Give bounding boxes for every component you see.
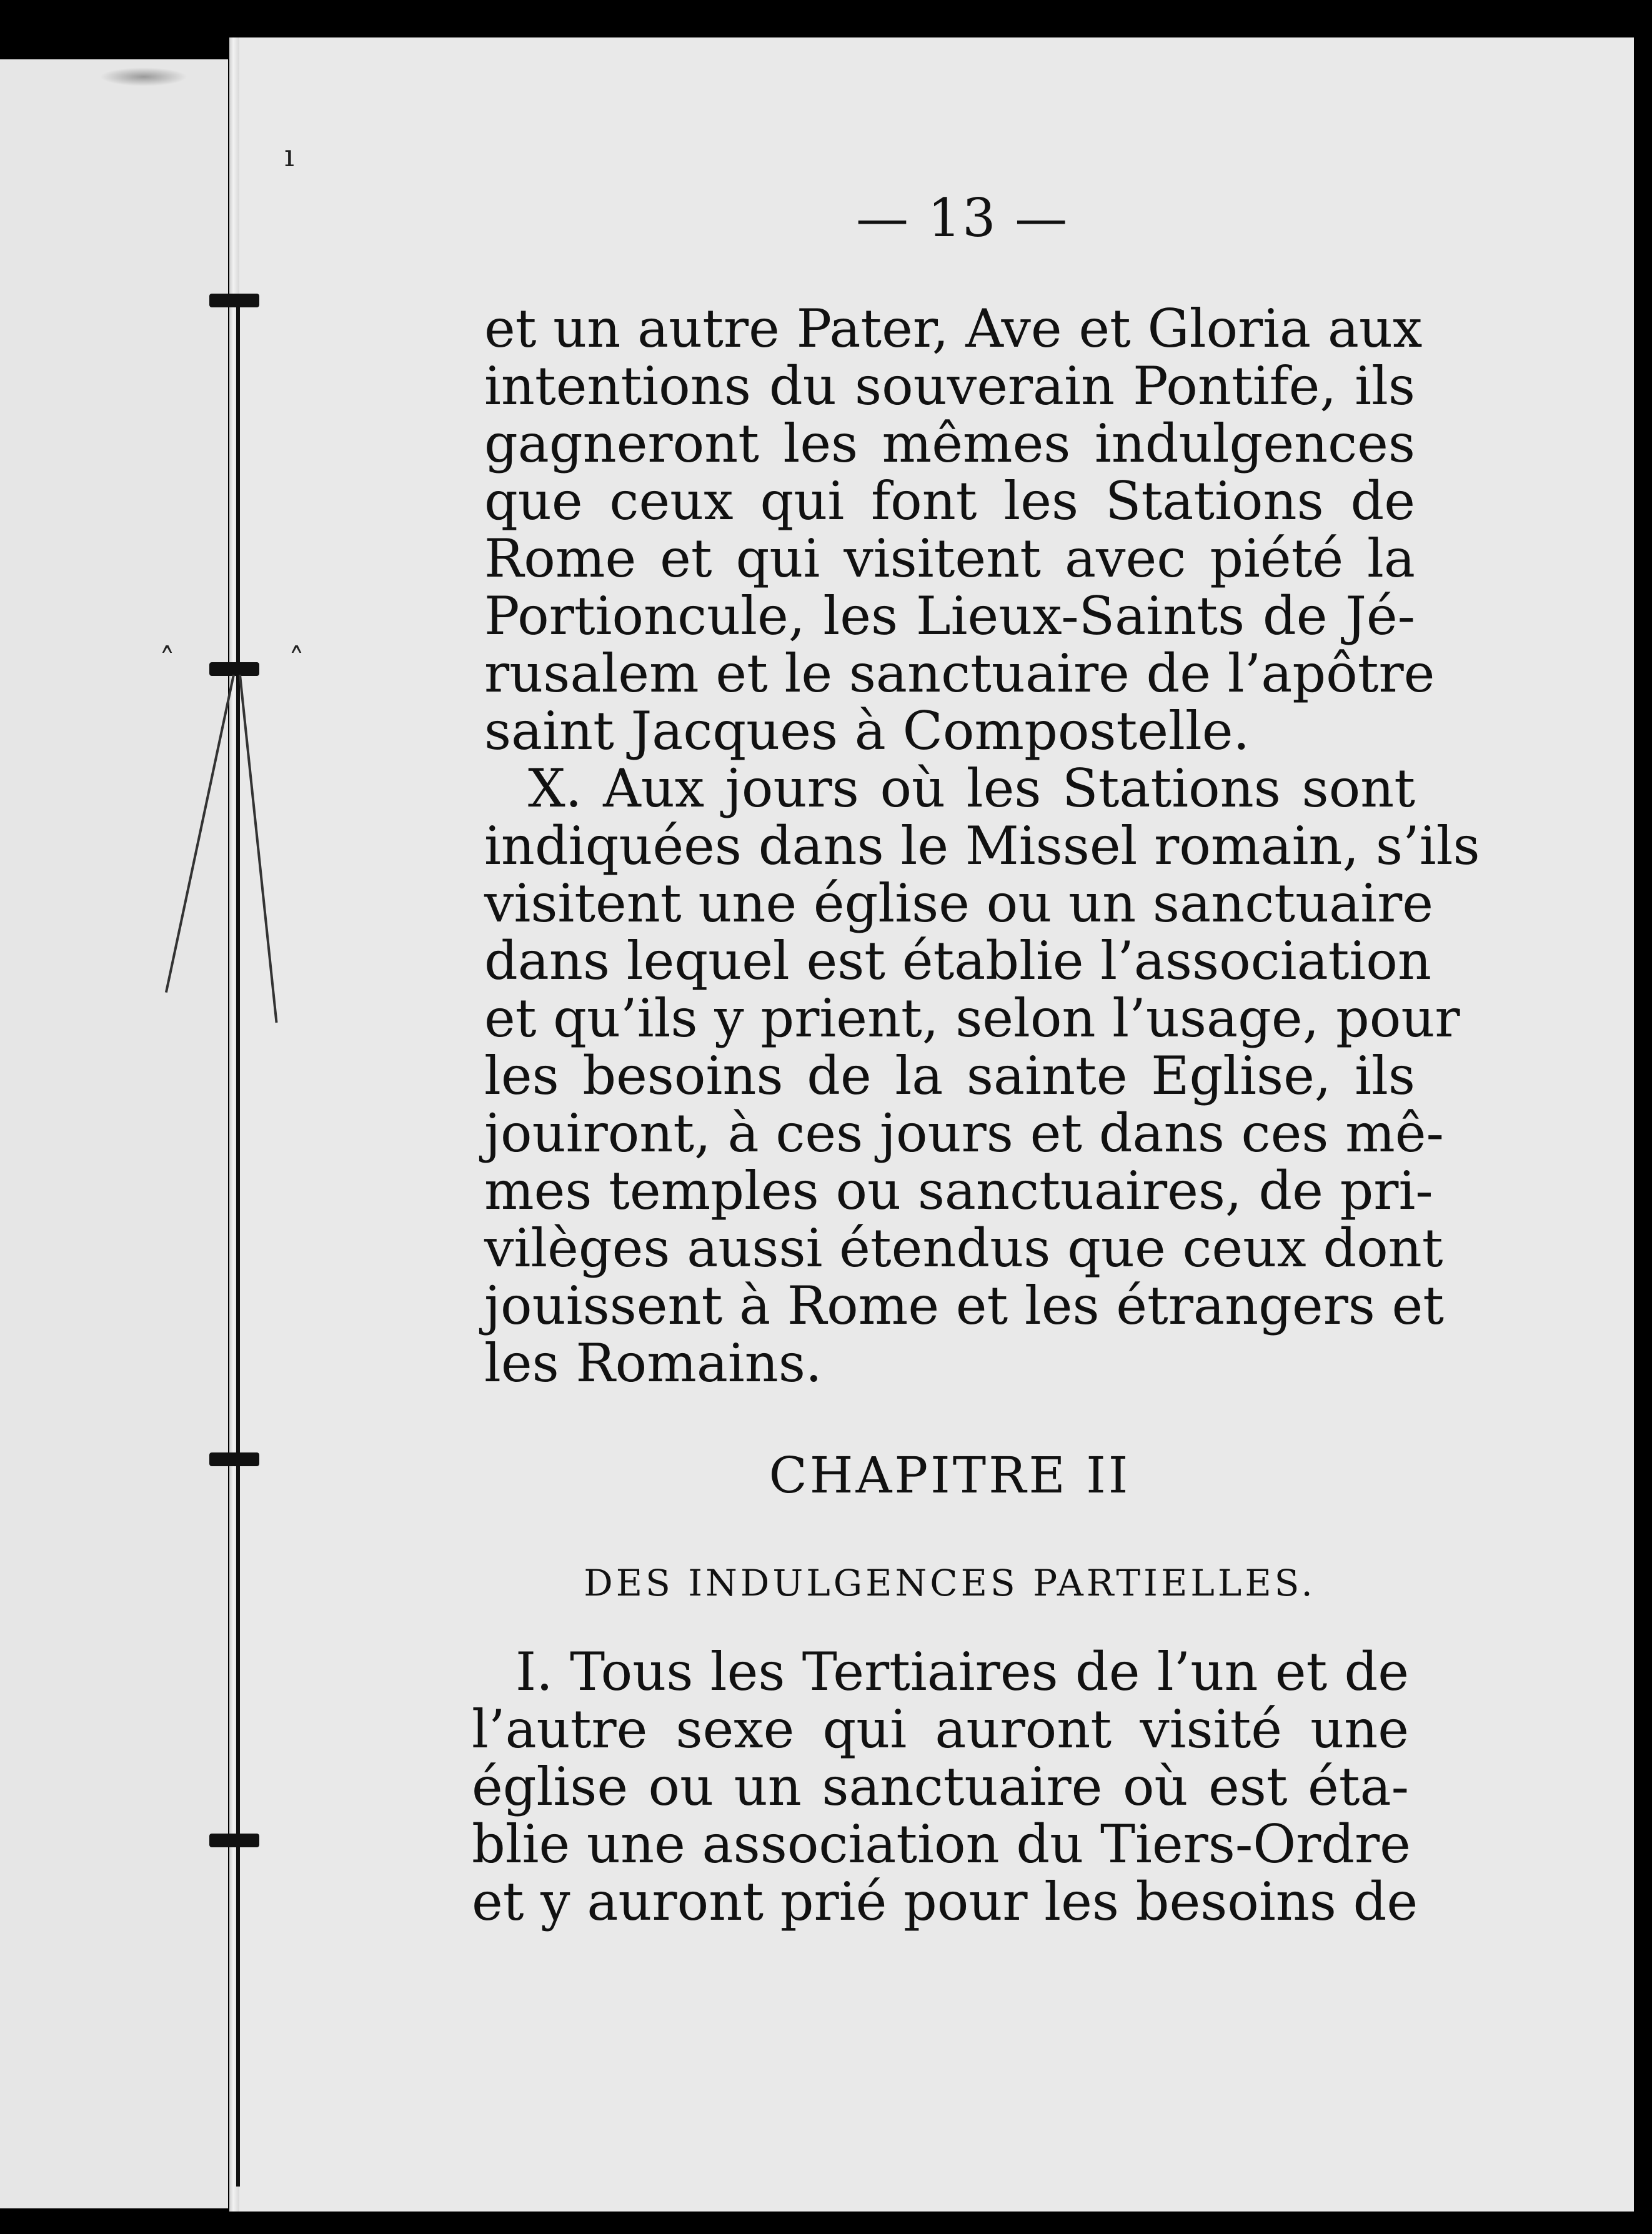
text-line: jouiront, à ces jours et dans ces mê- — [484, 1103, 1444, 1164]
text-line: rusalem et le sanctuaire de l’apôtre — [484, 643, 1435, 704]
text-line: et un autre Pater, Ave et Gloria aux — [484, 298, 1423, 359]
chapter-title: CHAPITRE II — [769, 1446, 1131, 1504]
smudge — [100, 67, 187, 86]
text-line: les Romains. — [484, 1333, 822, 1394]
text-line: vilèges aussi étendus que ceux dont — [484, 1218, 1443, 1279]
text-line: visitent une église ou un sanctuaire — [484, 873, 1433, 934]
body-text — [484, 298, 1480, 1394]
text-line: et qu’ils y prient, selon l’usage, pour — [484, 988, 1460, 1049]
section-title: DES INDULGENCES PARTIELLES. — [584, 1562, 1316, 1604]
text-line: dans lequel est établie l’association — [484, 930, 1431, 991]
text-line: Portioncule, les Lieux-Saints de Jé- — [484, 585, 1415, 647]
text-line: saint Jacques à Compostelle. — [484, 700, 1250, 762]
text-line: l’autre sexe qui auront visité une — [472, 1699, 1409, 1760]
section-text — [472, 1641, 1418, 1932]
text-line: les besoins de la sainte Eglise, ils — [484, 1045, 1415, 1106]
text-line: intentions du souverain Pontife, ils — [484, 355, 1415, 417]
previous-page-edge — [0, 59, 228, 2208]
margin-mark: ı — [284, 137, 294, 174]
text-line: I. Tous les Tertiaires de l’un et de — [515, 1641, 1409, 1702]
margin-mark: ˰ — [159, 615, 175, 652]
text-line: que ceux qui font les Stations de — [484, 470, 1415, 532]
binding-stitch — [209, 1834, 259, 1847]
text-line: église ou un sanctuaire où est éta- — [472, 1756, 1409, 1817]
text-line: jouissent à Rome et les étrangers et — [484, 1275, 1444, 1336]
binding-stitch — [209, 662, 259, 676]
binding-stitch — [209, 1452, 259, 1466]
page-number: — 13 — — [856, 187, 1069, 249]
text-line: et y auront prié pour les besoins de — [472, 1871, 1418, 1932]
text-line: gagneront les mêmes indulgences — [484, 413, 1415, 474]
text-line: Rome et qui visitent avec piété la — [484, 528, 1415, 589]
text-line: X. Aux jours où les Stations sont — [528, 758, 1415, 819]
margin-mark: ˰ — [289, 615, 304, 652]
text-line: mes temples ou sanctuaires, de pri- — [484, 1160, 1433, 1221]
text-line: blie une association du Tiers-Ordre — [472, 1814, 1411, 1875]
text-line: indiquées dans le Missel romain, s’ils — [484, 815, 1480, 876]
binding-thread — [236, 300, 240, 2187]
binding-stitch — [209, 294, 259, 307]
